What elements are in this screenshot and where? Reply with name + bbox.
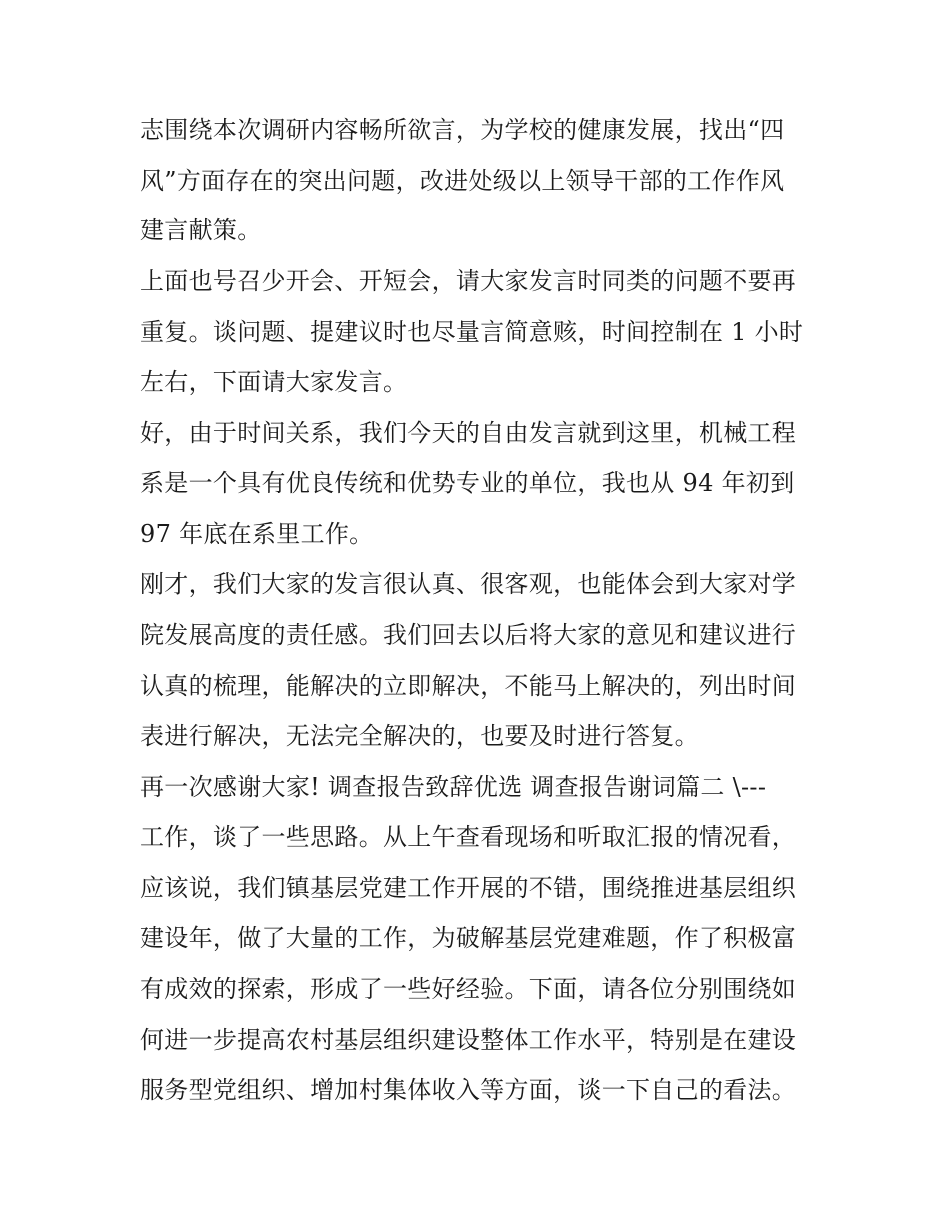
- text-line: 志围绕本次调研内容畅所欲言，为学校的健康发展，找出“四: [140, 116, 785, 144]
- text-line: 认真的梳理，能解决的立即解决，不能马上解决的，列出时间: [140, 672, 797, 700]
- text-line: 何进一步提高农村基层组织建设整体工作水平，特别是在建设: [140, 1026, 797, 1054]
- text-line: 工作，谈了一些思路。从上午查看现场和听取汇报的情况看，: [140, 823, 797, 851]
- text-line: 院发展高度的责任感。我们回去以后将大家的意见和建议进行: [140, 621, 797, 649]
- text-line: 系是一个具有优良传统和优势专业的单位，我也从 94 年初到: [140, 469, 795, 497]
- text-line: 有成效的探索，形成了一些好经验。下面，请各位分别围绕如: [140, 975, 797, 1003]
- text-line: 刚才，我们大家的发言很认真、很客观，也能体会到大家对学: [140, 570, 797, 598]
- text-line: 建设年，做了大量的工作，为破解基层党建难题，作了积极富: [140, 924, 797, 952]
- text-line: 再一次感谢大家! 调查报告致辞优选 调查报告谢词篇二 \---: [140, 773, 767, 801]
- text-line: 好，由于时间关系，我们今天的自由发言就到这里，机械工程: [140, 419, 797, 447]
- text-line: 97 年底在系里工作。: [140, 520, 374, 548]
- text-line: 风”方面存在的突出问题，改进处级以上领导干部的工作作风: [140, 167, 785, 195]
- text-line: 服务型党组织、增加村集体收入等方面，谈一下自己的看法。: [140, 1076, 797, 1104]
- text-line: 建言献策。: [140, 216, 262, 244]
- text-line: 表进行解决，无法完全解决的，也要及时进行答复。: [140, 722, 699, 750]
- text-line: 上面也号召少开会、开短会，请大家发言时同类的问题不要再: [140, 267, 797, 295]
- text-line: 重复。谈问题、提建议时也尽量言简意赅，时间控制在 1 小时: [140, 318, 804, 346]
- text-line: 左右，下面请大家发言。: [140, 368, 408, 396]
- text-line: 应该说，我们镇基层党建工作开展的不错，围绕推进基层组织: [140, 874, 797, 902]
